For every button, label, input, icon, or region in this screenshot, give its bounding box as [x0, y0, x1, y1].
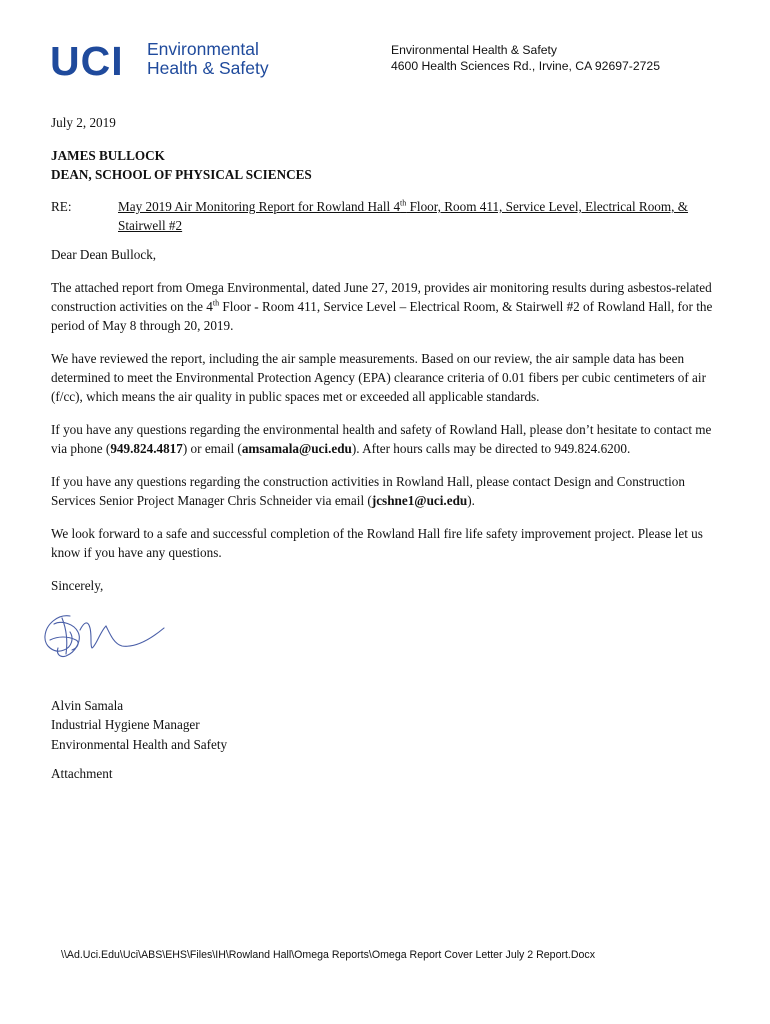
p1-sup: th	[212, 298, 220, 308]
uci-ehs-logo	[50, 40, 290, 82]
p3-text-2: ) or email (	[182, 441, 242, 457]
signer-name: Alvin Samala	[51, 698, 124, 713]
paragraph-construction-contact	[51, 472, 727, 510]
construction-contact-email: jcshne1@uci.edu	[371, 493, 468, 509]
letterhead-address	[391, 43, 660, 74]
paragraph-closing-remarks: We look forward to a safe and successful completion of the Rowland Hall fire life safety improvement project. Please let us know if you have any questions.	[51, 525, 703, 560]
p1-text-2: Floor - Room 411, Service Level – Electrical Room, & Stairwell #2 of Rowland Hall, for the period of May 8 through 20, 2019.	[51, 298, 713, 334]
logo-name-line2: Health & Safety	[147, 58, 269, 78]
re-subject-text-1: May 2019 Air Monitoring Report for Rowland Hall 4	[118, 199, 401, 214]
paragraph-review-results: We have reviewed the report, including the air sample measurements. Based on our review, the air sample data has been determined to meet the Environmental Protection Agency (EPA) clearance criteria of 0.01 fibers per cubic centimeters of air (f/cc), which means the air quality in public spaces met or exceeded all applicable standards.	[51, 350, 706, 405]
p1-text-1: The attached report from Omega Environmental, dated June 27, 2019, provides air monitoring results during asbestos-related construction activities on the 4	[51, 279, 712, 314]
logo-name-line1: Environmental	[147, 39, 259, 59]
paragraph-report-summary	[51, 278, 727, 336]
re-subject-sup: th	[400, 198, 407, 208]
signer-department: Environmental Health and Safety	[51, 736, 228, 752]
address-line1: Environmental Health & Safety	[391, 43, 557, 57]
recipient-block	[51, 146, 312, 184]
re-label: RE:	[51, 199, 72, 214]
footer-file-path: \\Ad.Uci.Edu\Uci\ABS\EHS\Files\IH\Rowland Hall\Omega Reports\Omega Report Cover Letter July 2 Report.Docx	[61, 949, 596, 961]
closing: Sincerely,	[51, 577, 104, 593]
handwritten-signature	[40, 610, 170, 665]
contact-email: amsamala@uci.edu	[241, 441, 352, 457]
letter-date: July 2, 2019	[51, 115, 116, 130]
letter-body	[51, 245, 727, 608]
paragraph-ehs-contact	[51, 420, 727, 458]
attachment-note: Attachment	[51, 766, 113, 781]
uci-logo-mark: UCI	[50, 38, 124, 84]
logo-department-name	[147, 40, 269, 78]
address-line2: 4600 Health Sciences Rd., Irvine, CA 92697-2725	[391, 58, 660, 73]
p4-text-2: ).	[467, 493, 475, 509]
recipient-title: DEAN, SCHOOL OF PHYSICAL SCIENCES	[51, 167, 312, 182]
p3-text-1: If you have any questions regarding the environmental health and safety of Rowland Hall, please don’t hesitate to contact me via phone (	[51, 421, 712, 457]
p4-text-1: If you have any questions regarding the construction activities in Rowland Hall, please contact Design and Construction Services Senior Project Manager Chris Schneider via email (	[51, 473, 685, 509]
signer-title: Industrial Hygiene Manager	[51, 717, 200, 733]
signature-block	[51, 696, 227, 754]
salutation: Dear Dean Bullock,	[51, 247, 157, 262]
recipient-name: JAMES BULLOCK	[51, 148, 165, 163]
p3-text-3: ). After hours calls may be directed to 949.824.6200.	[351, 441, 631, 457]
contact-phone: 949.824.4817	[110, 441, 183, 457]
re-subject	[118, 197, 728, 235]
re-subject-text-2: Floor, Room 411, Service Level, Electrical Room, & Stairwell #2	[118, 199, 689, 233]
